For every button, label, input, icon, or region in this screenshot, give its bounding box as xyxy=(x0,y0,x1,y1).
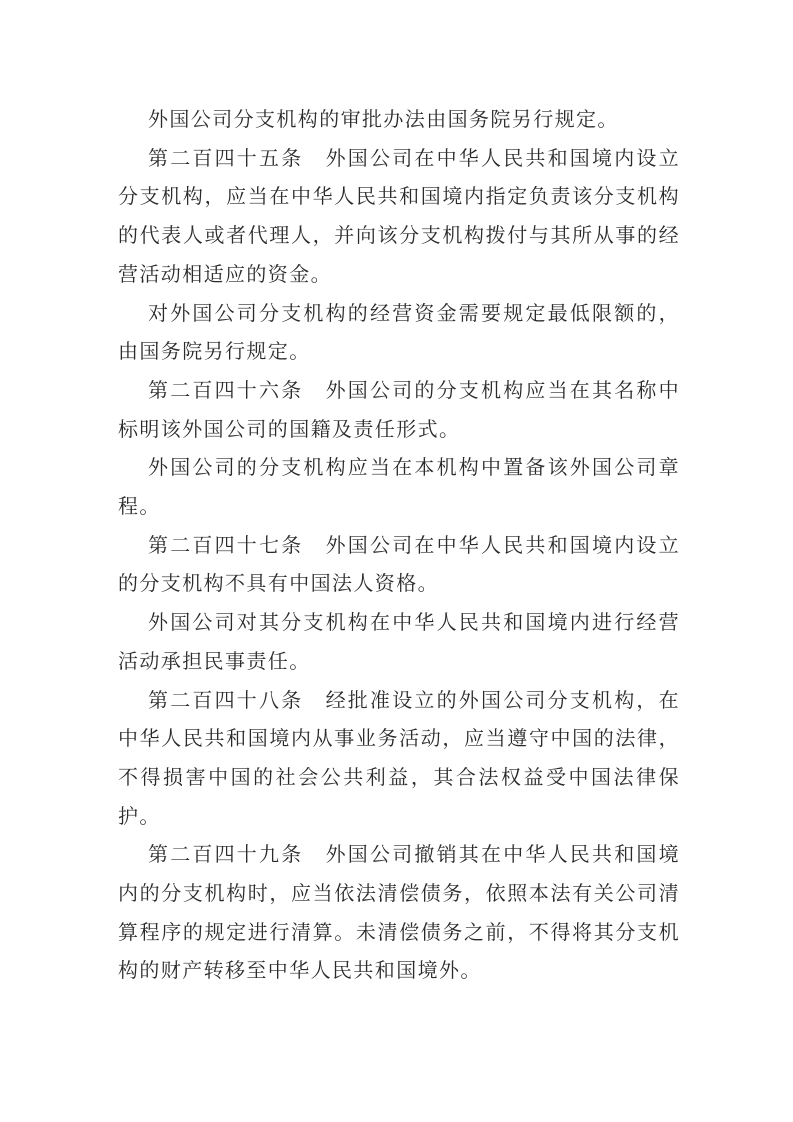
paragraph-7: 外国公司对其分支机构在中华人民共和国境内进行经营活动承担民事责任。 xyxy=(118,610,680,673)
paragraph-article-249: 第二百四十九条 外国公司撤销其在中华人民共和国境内的分支机构时，应当依法清偿债务，依照本法有关公司清算程序的规定进行清算。未清偿债务之前，不得将其分支机构的财产转移至中华人民共和国境外。 xyxy=(118,842,680,983)
paragraph-3: 对外国公司分支机构的经营资金需要规定最低限额的，由国务院另行规定。 xyxy=(118,300,680,364)
paragraph-article-247: 第二百四十七条 外国公司在中华人民共和国境内设立的分支机构不具有中国法人资格。 xyxy=(118,532,680,596)
paragraph-article-245: 第二百四十五条 外国公司在中华人民共和国境内设立分支机构，应当在中华人民共和国境内指定负责该分支机构的代表人或者代理人，并向该分支机构拨付与其所从事的经营活动相适应的资金。 xyxy=(118,145,680,286)
paragraph-1: 外国公司分支机构的审批办法由国务院另行规定。 xyxy=(148,107,619,131)
paragraph-article-246: 第二百四十六条 外国公司的分支机构应当在其名称中标明该外国公司的国籍及责任形式。 xyxy=(118,377,680,441)
paragraph-5: 外国公司的分支机构应当在本机构中置备该外国公司章程。 xyxy=(118,455,680,519)
document-body xyxy=(118,100,680,990)
paragraph-article-248: 第二百四十八条 经批准设立的外国公司分支机构，在中华人民共和国境内从事业务活动，应当遵守中国的法律，不得损害中国的社会公共利益，其合法权益受中国法律保护。 xyxy=(118,687,680,828)
